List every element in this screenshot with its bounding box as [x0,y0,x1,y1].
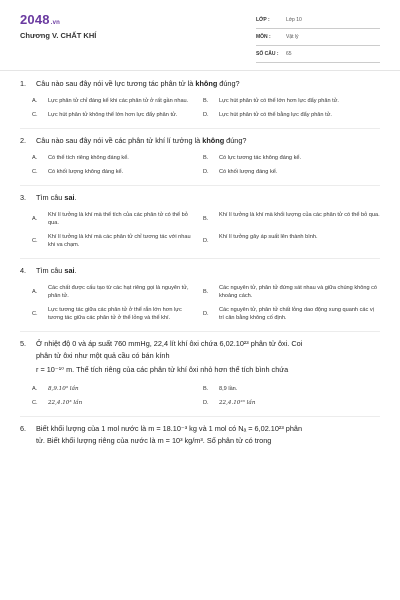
divider [20,128,380,129]
divider [20,416,380,417]
logo-main: 2048 [20,12,50,27]
question-number: 2. [20,136,27,145]
question-stem-continued: phân tử ôxi như một quả cầu có bán kính [36,351,170,360]
option-d[interactable]: D. Các nguyên tử, phân tử chất lỏng dao động xung quanh các vị trí cân bằng không cố định. [203,307,374,321]
page-header [0,0,400,64]
option-b[interactable]: B. 8,9 lần. [203,386,238,392]
emphasis: sai [64,193,75,202]
meta-key: SỐ CÂU : [256,51,279,57]
question-3 [0,192,400,259]
divider [20,185,380,186]
question-number: 5. [20,339,27,348]
question-formula: r = 10⁻¹⁰ m. Thể tích riêng của các phân tử khí ôxi nhỏ hơn thể tích bình chứa [36,365,289,374]
option-a[interactable]: A. Lực phân tử chỉ đáng kể khi các phân tử ở rất gần nhau. [32,98,189,104]
question-5 [0,338,400,417]
question-4 [0,265,400,332]
options [20,382,380,410]
options [20,94,380,122]
option-b[interactable]: B. Có lực tương tác không đáng kể. [203,155,302,161]
question-number: 6. [20,424,27,433]
options [20,281,380,325]
option-d[interactable]: D. 22,4.10²³ lần [203,400,256,406]
question-1 [0,78,400,129]
meta-row-class [256,14,380,29]
chapter-title: Chương V. CHẤT KHÍ [20,31,97,40]
option-c[interactable]: C. Lực tương tác giữa các phân tử ở thể rắn lớn hơn lực tương tác giữa các phân tử ở thể lỏng và thể khí. [32,307,182,321]
question-stem-continued: tử. Biết khối lượng riêng của nước là m = 10³ kg/m³. Số phân tử có trong [36,436,272,445]
option-b[interactable]: B. Khí lí tưởng là khí mà khối lượng của các phân tử có thể bỏ qua. [203,212,380,222]
logo-tld: .vn [50,20,61,26]
emphasis: không [202,136,225,145]
option-a[interactable]: A. 8,9.10³ lần [32,386,79,392]
option-d[interactable]: D. Lực hút phân tử có thể bằng lực đẩy phân tử. [203,112,332,118]
meta-key: MÔN : [256,34,271,40]
option-c[interactable]: C. Lực hút phân tử không thể lớn hơn lực đẩy phân tử. [32,112,178,118]
emphasis: sai [64,266,75,275]
question-stem: 2. Câu nào sau đây nói về các phân tử khí lí tưởng là không đúng? [20,136,247,145]
option-c[interactable]: C. Khí lí tưởng là khí mà các phân tử chỉ tương tác với nhau khi va chạm. [32,234,191,248]
option-a[interactable]: A. Có thể tích riêng không đáng kể. [32,155,129,161]
emphasis: không [195,79,218,88]
option-d[interactable]: D. Khí lí tưởng gây áp suất lên thành bình. [203,234,318,244]
question-stem: 3. Tìm câu sai. [20,193,77,202]
meta-value: Lớp 10 [286,17,302,23]
meta-row-count [256,48,380,63]
question-number: 4. [20,266,27,275]
question-stem: 5. Ở nhiệt độ 0 và áp suất 760 mmHg, 22,4 lít khí ôxi chứa 6,02.10²³ phân tử ôxi. Coi [20,339,303,348]
meta-value: 65 [286,51,292,57]
question-number: 1. [20,79,27,88]
option-c[interactable]: C. Có khối lượng không đáng kể. [32,169,124,175]
meta-value: Vật lý [286,34,299,40]
option-a[interactable]: A. Khí lí tưởng là khí mà thể tích của các phân tử có thể bỏ qua. [32,212,188,226]
meta-table [256,14,380,65]
header-divider [0,70,400,71]
question-stem: 1. Câu nào sau đây nói về lực tương tác phân tử là không đúng? [20,79,240,88]
options [20,151,380,179]
option-c[interactable]: C. 22,4.10³ lần [32,400,83,406]
question-stem: 4. Tìm câu sai. [20,266,77,275]
meta-row-subject [256,31,380,46]
option-d[interactable]: D. Có khối lượng đáng kể. [203,169,278,175]
option-b[interactable]: B. Lực hút phân tử có thể lớn hơn lực đẩy phân tử. [203,98,339,104]
option-a[interactable]: A. Các chất được cấu tạo từ các hạt riêng gọi là nguyên tử, phân tử. [32,285,189,299]
divider [20,258,380,259]
question-6 [0,423,400,447]
meta-key: LỚP : [256,17,270,23]
question-list [0,78,400,447]
options [20,208,380,252]
site-logo[interactable] [20,12,60,27]
divider [20,331,380,332]
question-2 [0,135,400,186]
option-b[interactable]: B. Các nguyên tử, phân tử đứng sát nhau và giữa chúng không có khoảng cách. [203,285,378,299]
question-number: 3. [20,193,27,202]
question-stem: 6. Biết khối lượng của 1 mol nước là m = 18.10⁻³ kg và 1 mol có Nₐ = 6,02.10²³ phân [20,424,303,433]
